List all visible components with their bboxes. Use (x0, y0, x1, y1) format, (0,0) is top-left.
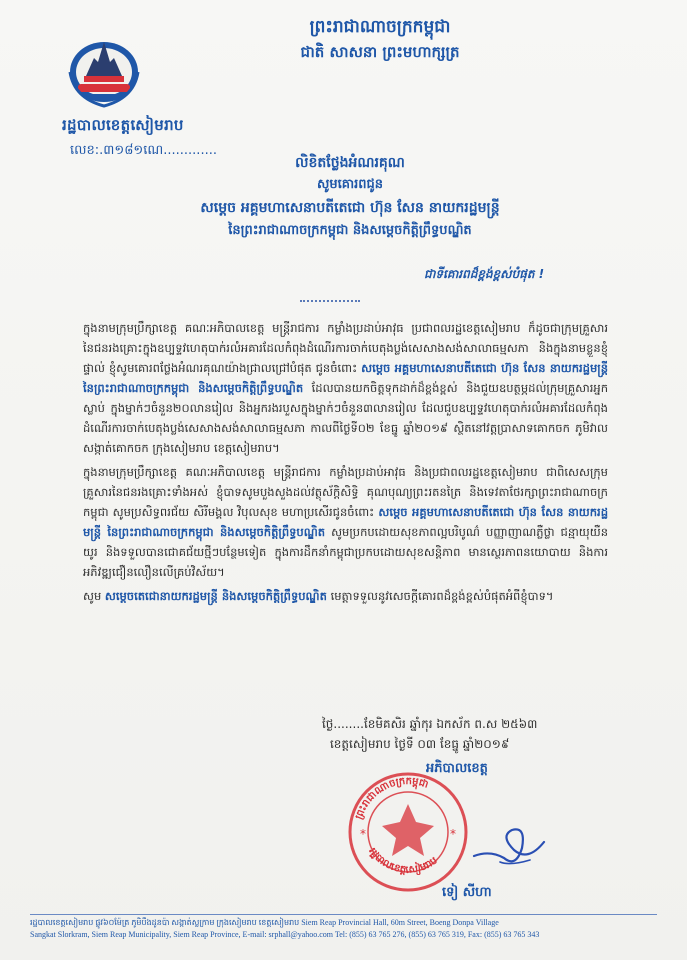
title-block (90, 152, 610, 242)
paragraph-1: ក្នុងនាមក្រុមប្រឹក្សាខេត្ត គណៈអភិបាលខេត្ត មន្ត្រីរាជការ កម្លាំងប្រដាប់អាវុធ ប្រជាពលរដ្ឋខេត្តសៀមរាប ក៏ដូចជាក្រុមគ្រួសារនៃជនរងគ្រោះក្នុងឧប្បទ្ទវហេតុបាក់រលំអគារដែលកំពុងដំណើរការចាក់បេតុងប្លង់សេសាងសង់សាលាធម្មសភា និងក្នុងនាមខ្លួនខ្ញុំផ្ទាល់ ខ្ញុំសូមគោរពថ្លែងអំណរគុណយ៉ាងជ្រាលជ្រៅបំផុត ជូនចំពោះ សម្តេច អគ្គមហាសេនាបតីតេជោ ហ៊ុន សែន នាយករដ្ឋមន្ត្រី នៃព្រះរាជាណាចក្រកម្ពុជា និងសម្តេចកិត្តិព្រឹទ្ធបណ្ឌិត ដែលបានយកចិត្តទុកដាក់ដ៏ខ្ពង់ខ្ពស់ និងជួយឧបត្ថម្ភដល់ក្រុមគ្រួសារអ្នកស្លាប់ ក្នុងម្នាក់ៗចំនួន២០លានរៀល និងអ្នករងរបួសក្នុងម្នាក់ៗចំនួន៣លានរៀល ដែលជួបឧប្បទ្ទវហេតុបាក់រលំអគារដែលកំពុងដំណើរការចាក់បេតុងប្លង់សេសាងសង់សាលាធម្មសភា កាលពីថ្ងៃទី០២ ខែធ្នូ ឆ្នាំ២០១៩ ស្ថិតនៅវត្តប្រាសាទគោកចក ភូមិវាល សង្កាត់គោកចក ក្រុងសៀមរាប ខេត្តសៀមរាប។ (83, 321, 609, 455)
svg-text:*: * (450, 827, 456, 841)
stamp-bottom-text: រដ្ឋបាលខេត្តសៀមរាប (366, 846, 440, 877)
svg-text:រដ្ឋបាលខេត្តសៀមរាប (366, 846, 440, 877)
official-seal-stamp (346, 770, 470, 894)
svg-text:ព្រះរាជាណាចក្រកម្ពុជា (354, 776, 430, 821)
title-divider (300, 294, 360, 302)
agency-name: រដ្ឋបាលខេត្តសៀមរាប (62, 116, 184, 134)
handwritten-signature (470, 812, 550, 872)
recipient-line-1: សម្តេច អគ្គមហាសេនាបតីតេជោ ហ៊ុន សែន នាយករដ្ឋមន្ត្រី (200, 200, 500, 216)
footer-address-line-1: រដ្ឋបាលខេត្តសៀមរាប ផ្លូវ៦០ម៉ែត្រ ភូមិបឹងដូនប៉ា សង្កាត់ស្លក្រាម ក្រុងសៀមរាប ខេត្តសៀមរាប Siem Reap Provincial Hall, 60m Street, Boeng Donpa Village (30, 918, 499, 927)
recipient-line-2: នៃព្រះរាជាណាចក្រកម្ពុជា និងសម្តេចកិត្តិព្រឹទ្ធបណ្ឌិត (228, 223, 472, 238)
national-motto: ជាតិ សាសនា ព្រះមហាក្សត្រ (300, 43, 460, 61)
letter-body (83, 318, 608, 610)
paragraph-2: ក្នុងនាមក្រុមប្រឹក្សាខេត្ត គណៈអភិបាលខេត្ត មន្ត្រីរាជការ កម្លាំងប្រដាប់អាវុធ និងប្រជាពលរដ្ឋខេត្តសៀមរាប ជាពិសេសក្រុមគ្រួសារនៃជនរងគ្រោះទាំងអស់ ខ្ញុំបាទសូមបួងសួងដល់វត្ថុស័ក្តិសិទ្ធិ គុណបុណ្យព្រះរតនត្រៃ និងទេវតាថែរក្សាព្រះរាជាណាចក្រកម្ពុជា សូមប្រសិទ្ធពរជ័យ សិរីមង្គល វិបុលសុខ មហាប្រសើរជូនចំពោះ សម្តេច អគ្គមហាសេនាបតីតេជោ ហ៊ុន សែន នាយករដ្ឋមន្ត្រី នៃព្រះរាជាណាចក្រកម្ពុជា និងសម្តេចកិត្តិព្រឹទ្ធបណ្ឌិត សូមប្រកបដោយសុខភាពល្អបរិបូណ៌ បញ្ញាញាណភ្លឺថ្លា ជន្មាយុយឺនយូរ និងទទួលបានជោគជ័យថ្មីៗបន្ថែមទៀត ក្នុងការដឹកនាំកម្ពុជាប្រកបដោយសុខសន្តិភាព មានស្ថេរភាពនយោបាយ និងការអភិវឌ្ឍជឿនលឿនលើគ្រប់វិស័យ។ (83, 465, 609, 579)
signer-title: អភិបាលខេត្ត (426, 761, 488, 776)
salutation: សូមគោរពជូន (316, 177, 383, 192)
footer-divider (30, 914, 657, 915)
svg-text:*: * (360, 827, 366, 841)
provincial-crest-logo (64, 28, 144, 112)
signer-name: ទៀ សីហា (442, 885, 492, 900)
lunar-date: ថ្ងៃ........ខែមិគសិរ ឆ្នាំកុរ ឯកស័ក ព.ស ២៥៦៣ (322, 717, 538, 731)
kingdom-header (240, 14, 520, 64)
honorific: ជាទីគោរពដ៏ខ្ពង់ខ្ពស់បំផុត ! (424, 267, 545, 281)
footer (30, 917, 660, 941)
kingdom-name: ព្រះរាជាណាចក្រកម្ពុជា (309, 17, 451, 37)
footer-address-line-2: Sangkat Slorkram, Siem Reap Municipality, Siem Reap Province, E-mail: srphall@yahoo.com Tel: (855) 63 765 276, (855) 63 765 319, Fax: (855) 63 765 343 (30, 930, 540, 939)
paragraph-3: សូម សម្តេចតេជោនាយករដ្ឋមន្ត្រី និងសម្តេចកិត្តិព្រឹទ្ធបណ្ឌិត មេត្តាទទួលនូវសេចក្តីគោរពដ៏ខ្ពង់ខ្ពស់បំផុតអំពីខ្ញុំបាទ។ (83, 589, 554, 603)
document-type: លិខិតថ្លែងអំណរគុណ (295, 155, 405, 171)
stamp-top-text: ព្រះរាជាណាចក្រកម្ពុជា (353, 775, 430, 822)
reference-number: លេខ:.៣១៨១ណេ............. (70, 143, 217, 158)
solar-date: ខេត្តសៀមរាប ថ្ងៃទី ០៣ ខែធ្នូ ឆ្នាំ២០១៩ (330, 737, 510, 751)
